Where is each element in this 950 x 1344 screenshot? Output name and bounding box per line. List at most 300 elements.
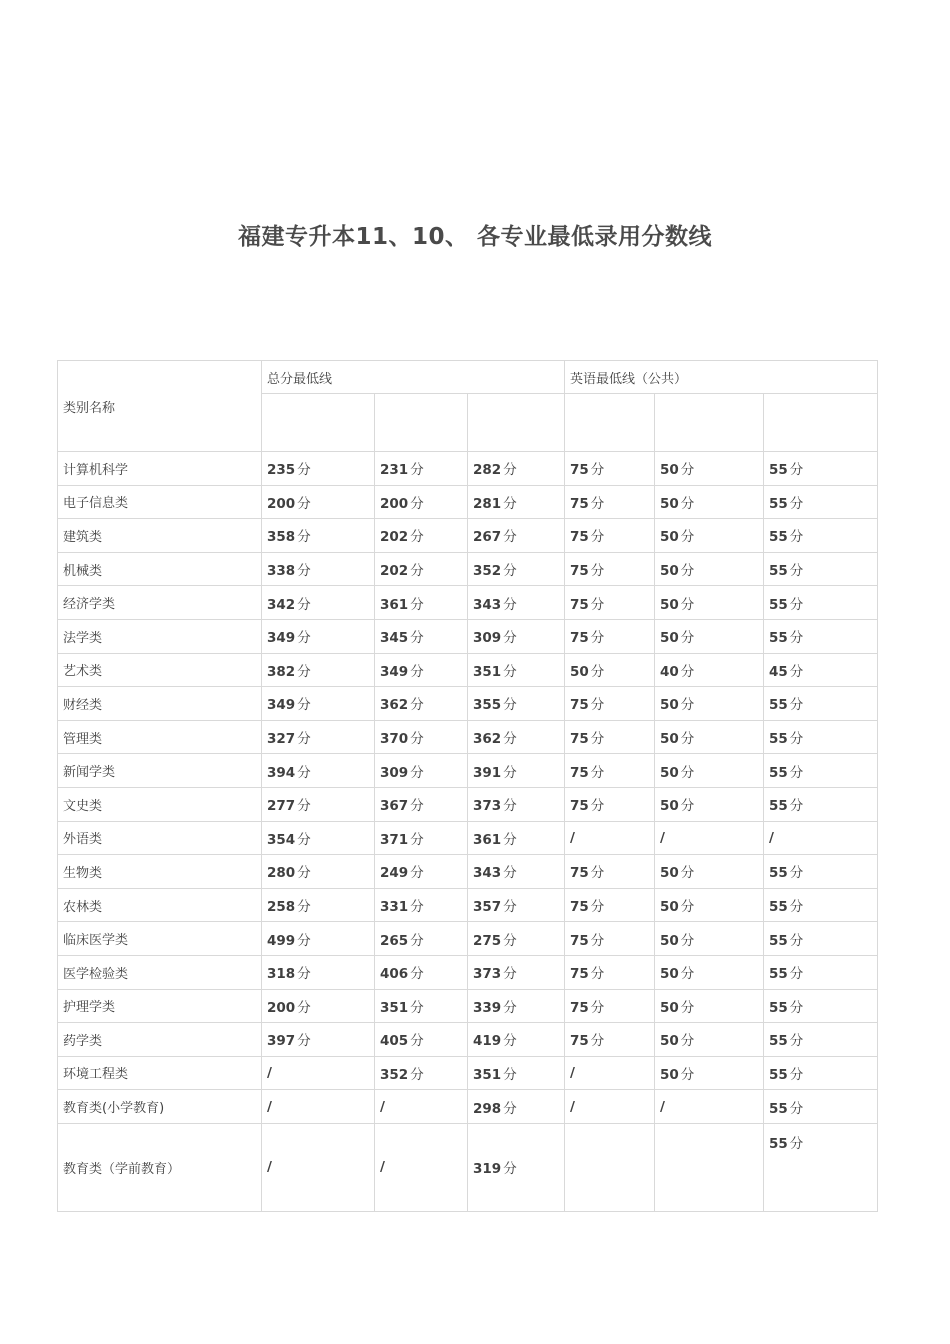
score-value: 249 [380,865,409,882]
score-cell-t2 [375,653,468,687]
table-row [58,619,878,653]
score-cell-e2 [655,754,764,788]
score-unit: 分 [680,764,695,781]
score-value: 370 [380,731,409,748]
score-unit: 分 [297,764,311,781]
score-value: 50 [660,596,679,613]
score-unit: 分 [503,596,517,613]
score-unit: 分 [590,630,605,647]
score-value: 50 [660,899,679,916]
score-cell-e2 [655,855,764,889]
score-value: / [570,829,575,846]
score-cell-e3 [764,989,878,1023]
score-unit: 分 [680,596,695,613]
score-cell-t2 [375,821,468,855]
score-unit: 分 [503,663,517,680]
subheader-cell [262,394,375,452]
score-unit: 分 [297,999,311,1016]
score-cell-e3 [764,653,878,687]
score-value: 371 [380,831,409,848]
score-cell-e2 [655,821,764,855]
score-cell-t1 [262,787,375,821]
table-row [58,1090,878,1124]
score-value: 200 [267,999,296,1016]
category-name: 计算机科学 [58,452,262,486]
score-cell-t2 [375,552,468,586]
score-cell-t3 [468,989,565,1023]
score-cell-e1 [565,1123,655,1211]
score-unit: 分 [789,798,804,815]
score-value: 55 [769,899,788,916]
score-unit: 分 [503,899,517,916]
score-cell-t2 [375,1090,468,1124]
category-name: 法学类 [58,619,262,653]
score-unit: 分 [503,563,517,580]
score-value: 327 [267,731,296,748]
score-value: 355 [473,697,502,714]
score-unit: 分 [297,663,311,680]
score-value: 349 [380,663,409,680]
score-cell-e2 [655,519,764,553]
category-name: 建筑类 [58,519,262,553]
table-row [58,687,878,721]
table-row [58,552,878,586]
group-header-english: 英语最低线（公共） [565,361,878,394]
score-unit: 分 [789,966,804,983]
score-value: 55 [769,798,788,815]
category-header: 类别名称 [58,361,262,452]
score-value: / [660,829,665,846]
score-value: 342 [267,596,296,613]
score-unit: 分 [410,563,424,580]
score-value: 75 [570,697,589,714]
score-unit: 分 [410,462,424,479]
score-unit: 分 [297,831,311,848]
score-table-body [58,452,878,1212]
score-cell-t3 [468,619,565,653]
score-cell-e2 [655,653,764,687]
score-cell-t1 [262,1056,375,1090]
score-cell-e1 [565,1023,655,1057]
score-value: 55 [769,495,788,512]
score-cell-t3 [468,687,565,721]
category-name: 经济学类 [58,586,262,620]
score-value: 55 [769,731,788,748]
score-unit: 分 [590,999,605,1016]
category-name: 文史类 [58,787,262,821]
table-row [58,787,878,821]
score-unit: 分 [503,1161,517,1178]
score-cell-t1 [262,687,375,721]
score-unit: 分 [789,999,804,1016]
table-row [58,519,878,553]
score-value: 499 [267,932,296,949]
score-cell-t2 [375,485,468,519]
score-cell-t1 [262,989,375,1023]
score-value: 309 [473,630,502,647]
score-value: 405 [380,1033,409,1050]
score-unit: 分 [503,764,517,781]
score-value: 75 [570,495,589,512]
score-cell-e1 [565,619,655,653]
score-table [57,360,878,1212]
score-unit: 分 [680,529,695,546]
score-value: 55 [769,596,788,613]
score-value: 50 [660,529,679,546]
score-value: 40 [660,663,679,680]
score-value: 50 [660,697,679,714]
score-unit: 分 [410,831,424,848]
category-name: 艺术类 [58,653,262,687]
score-value: 343 [473,865,502,882]
category-name: 教育类（学前教育） [58,1123,262,1211]
score-unit: 分 [503,798,517,815]
score-unit: 分 [503,966,517,983]
score-value: 75 [570,529,589,546]
score-cell-e3 [764,552,878,586]
score-value: 397 [267,1033,296,1050]
score-value: 50 [570,663,589,680]
score-value: 361 [380,596,409,613]
score-cell-e2 [655,619,764,653]
table-row [58,989,878,1023]
score-unit: 分 [680,1033,695,1050]
score-cell-e3 [764,821,878,855]
score-value: 75 [570,899,589,916]
score-cell-e1 [565,989,655,1023]
score-value: 267 [473,529,502,546]
score-unit: 分 [680,966,695,983]
table-row [58,754,878,788]
table-row [58,586,878,620]
score-cell-e3 [764,1056,878,1090]
score-cell-t3 [468,855,565,889]
score-value: 75 [570,764,589,781]
score-cell-e3 [764,888,878,922]
score-unit: 分 [503,630,517,647]
score-value: 277 [267,798,296,815]
score-cell-e1 [565,1090,655,1124]
score-unit: 分 [789,596,804,613]
score-value: / [570,1064,575,1081]
score-cell-e1 [565,552,655,586]
score-unit: 分 [297,899,311,916]
score-cell-e2 [655,989,764,1023]
score-value: 419 [473,1033,502,1050]
score-cell-t3 [468,485,565,519]
score-cell-t1 [262,1023,375,1057]
score-cell-e3 [764,754,878,788]
score-value: 318 [267,966,296,983]
score-cell-t1 [262,855,375,889]
score-unit: 分 [410,596,424,613]
score-cell-t3 [468,1123,565,1211]
score-unit: 分 [590,563,605,580]
score-value: 357 [473,899,502,916]
score-value: 200 [267,495,296,512]
score-value: 352 [473,563,502,580]
score-cell-t1 [262,619,375,653]
score-value: 235 [267,462,296,479]
score-cell-t2 [375,787,468,821]
score-value: 75 [570,865,589,882]
score-value: 282 [473,462,502,479]
score-cell-t3 [468,519,565,553]
score-cell-e2 [655,485,764,519]
score-cell-e3 [764,519,878,553]
score-value: 75 [570,462,589,479]
score-cell-t2 [375,989,468,1023]
score-unit: 分 [789,630,804,647]
score-unit: 分 [297,731,311,748]
score-value: 50 [660,865,679,882]
score-unit: 分 [680,563,695,580]
score-cell-e3 [764,787,878,821]
score-unit: 分 [590,798,605,815]
score-value: 358 [267,529,296,546]
score-unit: 分 [297,529,311,546]
score-value: / [267,1064,272,1081]
score-cell-e1 [565,653,655,687]
score-unit: 分 [503,1100,517,1117]
score-unit: 分 [410,697,424,714]
score-cell-e2 [655,687,764,721]
score-cell-e1 [565,1056,655,1090]
score-value: / [769,829,774,846]
subheader-cell [764,394,878,452]
score-unit: 分 [680,865,695,882]
score-cell-e3 [764,1123,878,1211]
score-cell-t1 [262,955,375,989]
score-cell-e2 [655,922,764,956]
score-value: 339 [473,999,502,1016]
score-unit: 分 [590,529,605,546]
score-unit: 分 [590,1033,605,1050]
score-unit: 分 [680,731,695,748]
score-unit: 分 [410,932,424,949]
score-unit: 分 [410,663,424,680]
score-cell-e1 [565,754,655,788]
score-unit: 分 [297,697,311,714]
score-cell-e3 [764,720,878,754]
subheader-cell [565,394,655,452]
score-value: 319 [473,1161,502,1178]
score-value: 362 [380,697,409,714]
category-name: 生物类 [58,855,262,889]
score-unit: 分 [410,764,424,781]
score-unit: 分 [789,932,804,949]
table-row [58,1023,878,1057]
score-value: 75 [570,563,589,580]
score-value: 75 [570,596,589,613]
subheader-cell [655,394,764,452]
score-cell-t2 [375,1123,468,1211]
score-value: 351 [473,1066,502,1083]
score-unit: 分 [590,731,605,748]
score-value: 50 [660,798,679,815]
score-value: 367 [380,798,409,815]
table-row [58,821,878,855]
score-value: 50 [660,495,679,512]
category-name: 医学检验类 [58,955,262,989]
score-unit: 分 [297,865,311,882]
score-cell-t3 [468,586,565,620]
score-value: 349 [267,630,296,647]
score-value: 231 [380,462,409,479]
score-cell-e2 [655,1023,764,1057]
score-cell-t2 [375,855,468,889]
score-unit: 分 [680,495,695,512]
score-cell-t2 [375,452,468,486]
score-cell-e2 [655,888,764,922]
score-value: 75 [570,1033,589,1050]
score-unit: 分 [410,1066,424,1083]
score-unit: 分 [410,865,424,882]
score-unit: 分 [789,865,804,882]
score-unit: 分 [789,1033,804,1050]
score-value: 55 [769,1100,788,1117]
score-unit: 分 [503,495,517,512]
score-cell-e3 [764,855,878,889]
score-value: 55 [769,697,788,714]
score-value: / [380,1159,385,1176]
score-cell-e2 [655,586,764,620]
score-value: 55 [769,529,788,546]
score-unit: 分 [789,764,804,781]
score-cell-e1 [565,519,655,553]
score-unit: 分 [680,899,695,916]
score-cell-e2 [655,787,764,821]
score-unit: 分 [789,495,804,512]
score-unit: 分 [503,1066,517,1083]
score-cell-t1 [262,1090,375,1124]
score-value: 55 [769,1135,788,1152]
score-value: 50 [660,462,679,479]
score-value: 345 [380,630,409,647]
subheader-cell [468,394,565,452]
score-cell-e2 [655,720,764,754]
score-cell-t2 [375,519,468,553]
score-unit: 分 [503,932,517,949]
category-name: 电子信息类 [58,485,262,519]
score-cell-e3 [764,687,878,721]
score-cell-t3 [468,754,565,788]
score-value: 75 [570,966,589,983]
score-value: 50 [660,1033,679,1050]
score-value: 50 [660,1066,679,1083]
score-unit: 分 [297,932,311,949]
score-cell-t2 [375,1056,468,1090]
score-unit: 分 [680,663,695,680]
category-name: 外语类 [58,821,262,855]
score-cell-e1 [565,855,655,889]
score-cell-e1 [565,586,655,620]
page-title: 福建专升本11、10、 各专业最低录用分数线 [237,224,713,250]
category-name: 护理学类 [58,989,262,1023]
score-unit: 分 [297,495,311,512]
score-cell-t2 [375,1023,468,1057]
score-cell-t1 [262,552,375,586]
score-value: 361 [473,831,502,848]
score-cell-t1 [262,720,375,754]
score-value: 55 [769,630,788,647]
score-cell-t1 [262,922,375,956]
score-cell-e2 [655,1090,764,1124]
score-cell-e2 [655,955,764,989]
score-cell-e3 [764,586,878,620]
table-row [58,452,878,486]
table-row [58,955,878,989]
score-value: 362 [473,731,502,748]
score-cell-t2 [375,720,468,754]
score-value: 202 [380,529,409,546]
subheader-cell [375,394,468,452]
score-value: 351 [473,663,502,680]
score-cell-t2 [375,586,468,620]
score-unit: 分 [789,899,804,916]
score-value: 349 [267,697,296,714]
score-cell-t2 [375,955,468,989]
table-row [58,1123,878,1211]
score-cell-t1 [262,888,375,922]
score-unit: 分 [297,1033,311,1050]
score-cell-e1 [565,888,655,922]
score-cell-e3 [764,619,878,653]
score-cell-e3 [764,955,878,989]
score-unit: 分 [410,529,424,546]
score-value: 275 [473,932,502,949]
score-cell-t2 [375,619,468,653]
score-cell-e3 [764,452,878,486]
score-value: 75 [570,731,589,748]
score-value: 265 [380,932,409,949]
score-cell-t1 [262,586,375,620]
score-cell-e1 [565,720,655,754]
score-value: / [267,1098,272,1115]
score-unit: 分 [410,966,424,983]
score-value: 75 [570,798,589,815]
score-unit: 分 [590,697,605,714]
category-name: 教育类(小学教育) [58,1090,262,1124]
header-row-groups [58,361,878,394]
score-value: 331 [380,899,409,916]
score-unit: 分 [789,1100,804,1117]
score-unit: 分 [410,899,424,916]
score-cell-t2 [375,754,468,788]
score-value: 55 [769,932,788,949]
score-value: 55 [769,563,788,580]
score-value: 75 [570,630,589,647]
score-unit: 分 [297,596,311,613]
score-unit: 分 [410,630,424,647]
score-value: 50 [660,731,679,748]
score-cell-t1 [262,821,375,855]
score-value: 406 [380,966,409,983]
score-value: 55 [769,764,788,781]
score-cell-e3 [764,485,878,519]
score-value: 200 [380,495,409,512]
score-value: / [380,1098,385,1115]
score-unit: 分 [680,697,695,714]
score-value: 50 [660,563,679,580]
score-cell-t3 [468,821,565,855]
score-cell-t3 [468,1056,565,1090]
score-unit: 分 [789,1135,804,1152]
score-value: 75 [570,999,589,1016]
table-row [58,922,878,956]
category-name: 农林类 [58,888,262,922]
score-unit: 分 [503,529,517,546]
